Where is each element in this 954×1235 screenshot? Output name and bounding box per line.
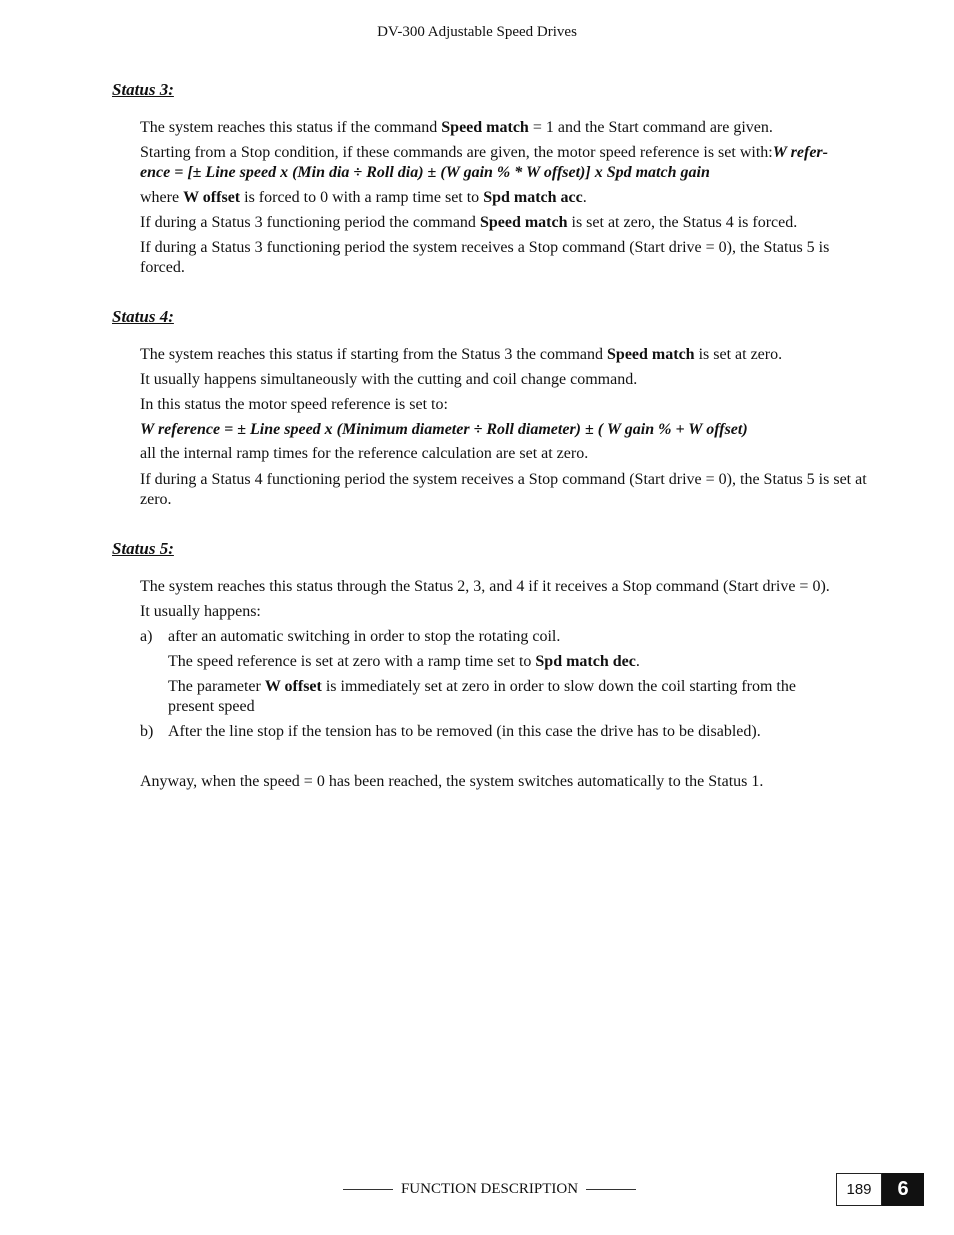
running-header: DV-300 Adjustable Speed Drives <box>377 24 577 40</box>
status-4-formula: W reference = ± Line speed x (Minimum diameter ÷ Roll diameter) ± ( W gain % + W offset) <box>140 421 748 438</box>
chapter-tab: 6 <box>882 1173 924 1206</box>
status-3-paragraph-4: If during a Status 3 functioning period the command Speed match is set at zero, the Status 4 is forced. <box>140 214 798 231</box>
status-3-paragraph-5: If during a Status 3 functioning period the system receives a Stop command (Start drive = 0), the Status 5 is forced. <box>140 239 830 276</box>
status-3-heading: Status 3: <box>112 80 174 99</box>
status-5-heading: Status 5: <box>112 539 174 558</box>
page-number: 189 <box>836 1173 882 1206</box>
status-5-closing-paragraph: Anyway, when the speed = 0 has been reached, the system switches automatically to the Status 1. <box>140 773 764 790</box>
footer-section-title: FUNCTION DESCRIPTION <box>400 1181 579 1197</box>
status-5-paragraph-2: It usually happens: <box>140 603 261 620</box>
footer-rule-right <box>586 1189 636 1190</box>
status-4-paragraph-1: The system reaches this status if starting from the Status 3 the command Speed match is set at zero. <box>140 346 783 363</box>
status-5-paragraph-1: The system reaches this status through the Status 2, 3, and 4 if it receives a Stop command (Start drive = 0). <box>140 578 830 595</box>
list-item-a-detail-1: The speed reference is set at zero with a ramp time set to Spd match dec. <box>168 653 640 670</box>
list-label-a: a) <box>140 628 153 645</box>
status-4-paragraph-5: all the internal ramp times for the reference calculation are set at zero. <box>140 445 589 462</box>
list-item-b: After the line stop if the tension has to be removed (in this case the drive has to be disabled). <box>168 723 761 740</box>
status-4-paragraph-6: If during a Status 4 functioning period the system receives a Stop command (Start drive = 0), the Status 5 is set at zero. <box>140 471 867 508</box>
status-3-paragraph-3: where W offset is forced to 0 with a ramp time set to Spd match acc. <box>140 189 587 206</box>
status-3-paragraph-2: Starting from a Stop condition, if these commands are given, the motor speed reference is set with:W refer- ence = [± Line speed x (Min dia ÷ Roll dia) ± (W gain % * W offset)] x Spd match gain <box>140 144 828 181</box>
running-footer <box>343 1181 636 1198</box>
status-4-paragraph-2: It usually happens simultaneously with the cutting and coil change command. <box>140 371 638 388</box>
status-4-heading: Status 4: <box>112 307 174 326</box>
status-4-paragraph-3: In this status the motor speed reference is set to: <box>140 396 448 413</box>
list-item-a: after an automatic switching in order to stop the rotating coil. <box>168 628 561 645</box>
list-item-a-detail-2: The parameter W offset is immediately set at zero in order to slow down the coil starting from the present speed <box>168 678 796 715</box>
footer-rule-left <box>343 1189 393 1190</box>
list-label-b: b) <box>140 723 154 740</box>
status-3-paragraph-1: The system reaches this status if the command Speed match = 1 and the Start command are given. <box>140 119 773 136</box>
